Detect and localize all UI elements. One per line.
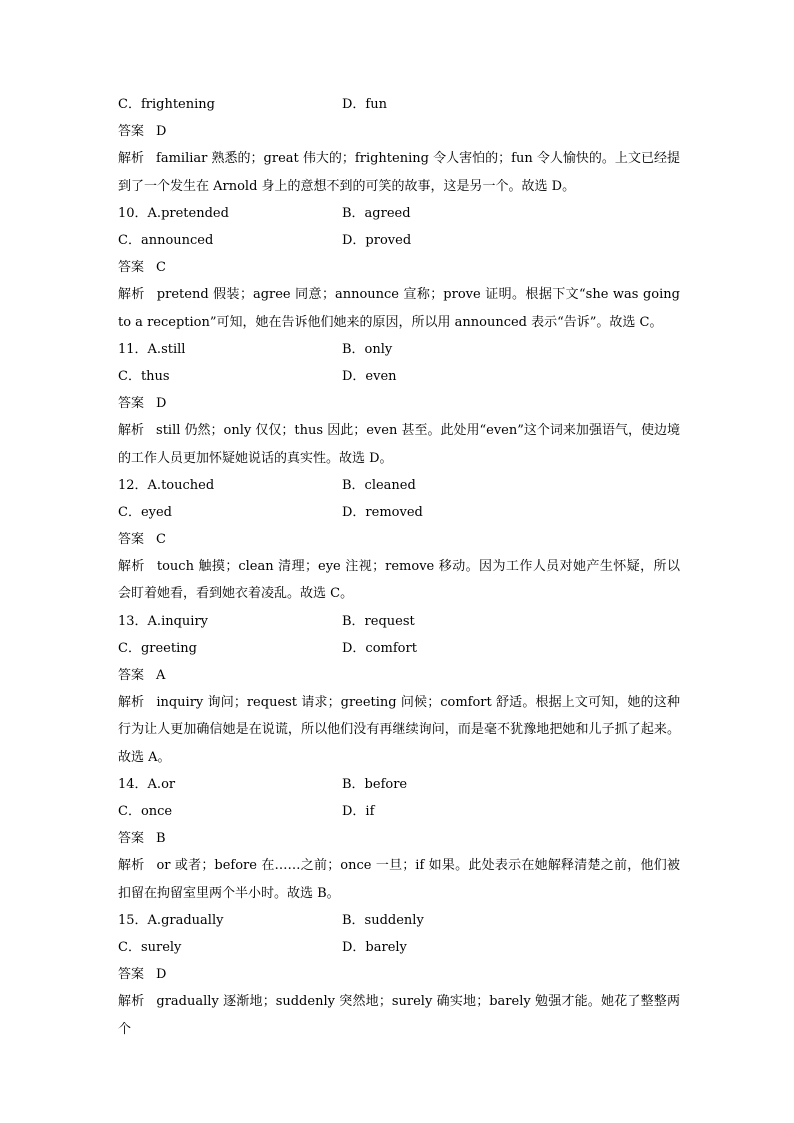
options-row (118, 200, 680, 227)
option-left: 10．A.pretended (118, 205, 229, 221)
options-row (118, 934, 680, 961)
answer-row (118, 390, 680, 417)
options-row (118, 91, 680, 118)
explanation (118, 553, 680, 607)
option-left: C．eyed (118, 504, 172, 520)
option-left: C．thus (118, 368, 170, 384)
option-left: C．announced (118, 232, 214, 248)
option-left: 11．A.still (118, 341, 186, 357)
options-row (118, 798, 680, 825)
option-left: 13．A.inquiry (118, 613, 209, 629)
explanation (118, 689, 680, 771)
option-right: D．comfort (342, 640, 417, 656)
options-row (118, 499, 680, 526)
option-right: B．only (342, 341, 393, 357)
options-row (118, 907, 680, 934)
answer-label: 答案 (118, 396, 145, 412)
options-row (118, 608, 680, 635)
explanation-text: pretend 假装；agree 同意；announce 宣称；prove 证明。根据下文“she was going to a reception”可知，她在告诉他们她来的原因，所以用 announced 表示“告诉”。故选 C。 (118, 287, 680, 330)
options-row (118, 472, 680, 499)
explanation-label: 解析 (118, 559, 145, 575)
option-right: B．before (342, 776, 408, 792)
options-row (118, 336, 680, 363)
option-right: D．proved (342, 232, 412, 248)
option-left: 14．A.or (118, 776, 176, 792)
explanation-label: 解析 (118, 423, 145, 439)
answer-label: 答案 (118, 831, 145, 847)
explanation-label: 解析 (118, 287, 145, 303)
option-right: B．agreed (342, 205, 411, 221)
explanation-text: inquiry 询问；request 请求；greeting 问候；comfort 舒适。根据上文可知，她的这种行为让人更加确信她是在说谎，所以他们没有再继续询问，而是毫不犹豫地把她和儿子抓了起来。故选 A。 (118, 695, 680, 765)
answer-label: 答案 (118, 532, 145, 548)
option-right: D．fun (342, 97, 387, 112)
option-left: C．frightening (118, 97, 215, 112)
option-left: 15．A.gradually (118, 912, 224, 928)
option-right: D．if (342, 804, 375, 820)
options-row (118, 635, 680, 662)
answer-value: C (156, 260, 166, 276)
explanation (118, 145, 680, 199)
explanation-text: gradually 逐渐地；suddenly 突然地；surely 确实地；barely 勉强才能。她花了整整两个 (118, 994, 680, 1037)
option-right: D．removed (342, 504, 423, 520)
answer-row (118, 118, 680, 145)
explanation-label: 解析 (118, 695, 145, 711)
explanation-label: 解析 (118, 994, 145, 1010)
answer-value: C (156, 532, 166, 548)
explanation (118, 417, 680, 471)
answer-row (118, 961, 680, 988)
explanation-label: 解析 (118, 151, 145, 167)
answer-value: D (156, 396, 167, 412)
answer-value: B (156, 831, 166, 847)
explanation (118, 281, 680, 335)
option-right: B．suddenly (342, 912, 424, 928)
answer-value: A (156, 668, 166, 684)
options-row (118, 771, 680, 798)
answer-label: 答案 (118, 668, 145, 684)
explanation-text: touch 触摸；clean 清理；eye 注视；remove 移动。因为工作人员对她产生怀疑，所以会盯着她看，看到她衣着凌乱。故选 C。 (118, 559, 680, 602)
option-right: B．cleaned (342, 477, 416, 493)
explanation (118, 988, 680, 1042)
explanation-label: 解析 (118, 858, 145, 874)
option-right: D．even (342, 368, 397, 384)
option-left: 12．A.touched (118, 477, 215, 493)
answer-value: D (156, 967, 167, 983)
explanation-text: or 或者；before 在……之前；once 一旦；if 如果。此处表示在她解释清楚之前，他们被扣留在拘留室里两个半小时。故选 B。 (118, 858, 680, 901)
answer-row (118, 825, 680, 852)
option-left: C．once (118, 804, 173, 820)
options-row (118, 227, 680, 254)
answer-value: D (156, 124, 167, 140)
option-right: B．request (342, 613, 415, 629)
explanation-text: familiar 熟悉的；great 伟大的；frightening 令人害怕的；fun 令人愉快的。上文已经提到了一个发生在 Arnold 身上的意想不到的可笑的故事，这是另一个。故选 D。 (118, 151, 680, 194)
answer-label: 答案 (118, 967, 145, 983)
option-left: C．surely (118, 940, 182, 956)
explanation (118, 852, 680, 906)
option-left: C．greeting (118, 640, 197, 656)
answer-row (118, 526, 680, 553)
options-row (118, 363, 680, 390)
answer-label: 答案 (118, 260, 145, 276)
answer-row (118, 662, 680, 689)
explanation-text: still 仍然；only 仅仅；thus 因此；even 甚至。此处用“even”这个词来加强语气，使边境的工作人员更加怀疑她说话的真实性。故选 D。 (118, 423, 680, 466)
document-page (118, 91, 680, 1043)
answer-label: 答案 (118, 124, 145, 140)
option-right: D．barely (342, 940, 407, 956)
answer-row (118, 254, 680, 281)
